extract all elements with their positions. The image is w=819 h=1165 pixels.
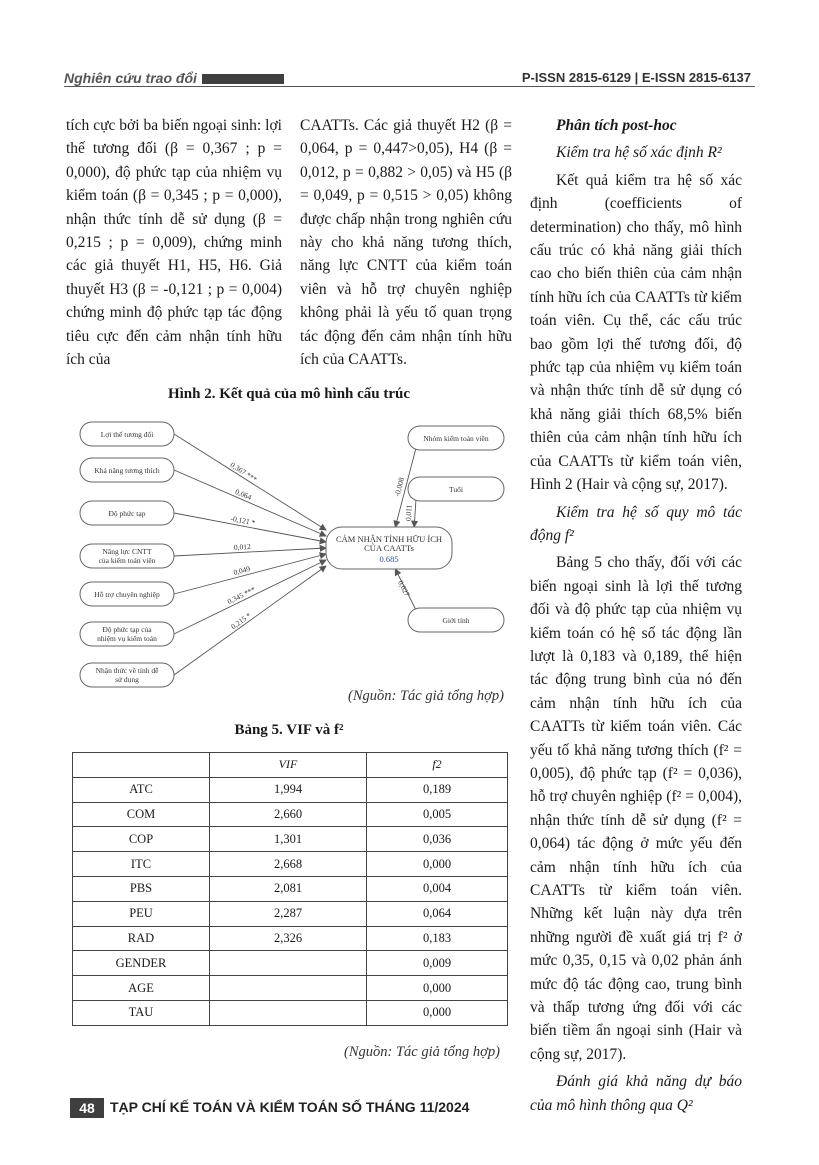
subheading-f2: Kiểm tra hệ số quy mô tác động f² [530,503,742,544]
node-label: của kiểm toán viên [98,556,156,565]
table-source: (Nguồn: Tác giả tổng hợp) [344,1044,500,1060]
table-cell: 0,005 [367,802,508,827]
node-label: Nhận thức về tính dễ [95,666,159,675]
node-label: Nhóm kiểm toán viên [423,434,489,443]
table-cell: AGE [73,976,210,1001]
path-coefficient: 0,064 [233,486,253,502]
section-heading: Phân tích post-hoc [556,117,677,134]
node-label: sử dụng [115,675,139,684]
table-cell: 0,189 [367,777,508,802]
left-node [80,622,174,646]
table-title: Bảng 5. VIF và f² [234,722,344,738]
table-cell: COP [73,827,210,852]
table-cell: RAD [73,926,210,951]
path-arrow [174,434,326,530]
paragraph: Kết quả kiểm tra hệ số xác định (coefficients of determination) cho thấy, mô hình cấu trúc có khả năng giải thích cao cho biến thiên của cảm nhận tính hữu ích của CAATTs từ kiểm toán viên. Cụ thể, các cấu trúc bao gồm lợi thế tương đối, độ phức tạp của nhiệm vụ kiểm toán và nhận thức tính dễ sử dụng có khả năng giải thích 68,5% biến thiên của cảm nhận tính hữu ích của CAATTs từ kiểm toán viên, Hình 2 (Hair và cộng sự, 2017). [530,171,742,494]
issn-label: P-ISSN 2815-6129 | E-ISSN 2815-6137 [521,70,751,85]
table-cell: 0,004 [367,876,508,901]
r2-value: 0.685 [379,554,399,564]
table-cell: ATC [73,777,210,802]
table-row [73,951,508,976]
center-label: CỦA CAATTs [364,543,414,553]
path-coefficient: 0,367 *** [228,460,259,484]
control-arrow [414,499,416,527]
table-cell [210,1000,367,1025]
path-coefficient: 0,345 *** [225,584,257,607]
path-arrow [174,566,326,675]
subheading-q2: Đánh giá khả năng dự báo của mô hình thông qua Q² [530,1073,742,1114]
left-node [80,544,174,568]
table-cell: PEU [73,901,210,926]
path-coefficient: 0,012 [233,541,251,552]
control-node [408,426,504,450]
node-label: Giới tính [442,616,470,625]
table-cell: GENDER [73,951,210,976]
figure-source: (Nguồn: Tác giả tổng hợp) [348,688,504,704]
table-row [73,852,508,877]
header-cell: f2 [367,753,508,778]
left-node [80,458,174,482]
path-coefficient: 0,011 [403,504,414,522]
table-row [73,901,508,926]
figure-title: Hình 2. Kết quả của mô hình cấu trúc [167,386,411,402]
table-cell: 2,081 [210,876,367,901]
header-rule [64,86,755,87]
table-cell: ITC [73,852,210,877]
node-label: Lợi thế tương đối [100,430,154,439]
table-cell: 2,326 [210,926,367,951]
paragraph: tích cực bởi ba biến ngoại sinh: lợi thế tương đối (β = 0,367 ; p = 0,000), độ phức tạp của nhiệm vụ kiểm toán (β = 0,345 ; p = 0,000), nhận thức tính dễ sử dụng (β = 0,215 ; p = 0,009), chứng minh các giả thuyết H1, H5, H6. Giả thuyết H3 (β = -0,121 ; p = 0,004) chứng minh độ phức tạp tác động tiêu cực đến cảm nhận tính hữu ích của [66,117,282,369]
table-cell: 0,000 [367,852,508,877]
path-coefficient: 0,049 [232,564,252,578]
node-label: Độ phức tạp của [102,625,152,634]
node-label: Hỗ trợ chuyên nghiệp [94,590,160,599]
table-row [73,827,508,852]
table-cell: 2,660 [210,802,367,827]
header-bar [202,74,284,84]
node-label: Khả năng tương thích [94,466,160,475]
table-cell: 0,000 [367,976,508,1001]
table-cell: TAU [73,1000,210,1025]
path-coefficient: -0,121 * [229,513,256,528]
column-3 [530,114,742,1121]
table-cell: 1,301 [210,827,367,852]
center-label: CẢM NHẬN TÍNH HỮU ÍCH [335,534,443,544]
control-node [408,477,504,501]
left-node [80,422,174,446]
table-cell: PBS [73,876,210,901]
header-cell [73,753,210,778]
table-row [73,876,508,901]
table-header-row [73,753,508,778]
table-cell: 1,994 [210,777,367,802]
table-cell: 0,064 [367,901,508,926]
table-cell: 0,009 [367,951,508,976]
left-node [80,582,174,606]
table-cell [210,976,367,1001]
left-node [80,501,174,525]
table-row [73,802,508,827]
vif-table [72,752,508,1026]
table-cell: 0,183 [367,926,508,951]
table-row [73,777,508,802]
table-cell: 0,000 [367,1000,508,1025]
subheading-r2: Kiểm tra hệ số xác định R² [556,144,722,162]
path-coefficient: 0,027 [396,578,412,598]
path-coefficient: 0,215 * [229,610,253,632]
table-cell: 2,287 [210,901,367,926]
node-label: Năng lực CNTT [102,547,152,556]
table-cell [210,951,367,976]
paragraph: CAATTs. Các giả thuyết H2 (β = 0,064, p = 0,447>0,05), H4 (β = 0,012, p = 0,882 > 0,05) và H5 (β = 0,049, p = 0,515 > 0,05) không được chấp nhận trong nghiên cứu này cho khả năng tương thích, năng lực CNTT của kiểm toán viên và hỗ trợ chuyên nghiệp không phải là yếu tố quan trọng tác động đến cảm nhận tính hữu ích của CAATTs. [300,117,512,369]
path-coefficient: -0,008 [392,476,407,498]
header-cell: VIF [210,753,367,778]
center-node [326,527,452,569]
table-cell: 0,036 [367,827,508,852]
journal-title: TẠP CHÍ KẾ TOÁN VÀ KIỂM TOÁN SỐ THÁNG 11/2024 [110,1099,470,1115]
table-row [73,926,508,951]
column-2 [300,114,512,371]
table-row [73,976,508,1001]
paragraph: Bảng 5 cho thấy, đối với các biến ngoại sinh là lợi thế tương đối và độ phức tạp của nhiệm vụ kiểm toán có hệ số tác động lần lượt là 0,183 và 0,189, thể hiện tác động trung bình của nó đến cảm nhận tính hữu ích của CAATTs từ kiểm toán viên. Các yếu tố khả năng tương thích (f² = 0,005), độ phức tạp (f² = 0,036), hỗ trợ chuyên nghiệp (f² = 0,004), nhận thức tính dễ sử dụng (f² = 0,064) tác động ở mức yếu đến cảm nhận tính hữu ích của CAATTs từ kiểm toán viên. Những kết luận này dựa trên những người đề xuất giá trị f² ở mức 0,35, 0,15 và 0,02 phản ánh mức độ tác động cao, trung bình và thấp tương ứng đối với các biến tiềm ẩn ngoại sinh (Hair và cộng sự, 2017). [530,554,742,1063]
node-label: Tuổi [449,485,463,494]
left-node [80,663,174,687]
table-cell: 2,668 [210,852,367,877]
column-1 [66,114,282,371]
table-cell: COM [73,802,210,827]
node-label: Độ phức tạp [108,509,146,518]
table-row [73,1000,508,1025]
structural-model-diagram [66,412,512,690]
control-node [408,608,504,632]
node-label: nhiệm vụ kiểm toán [97,634,157,643]
section-label: Nghiên cứu trao đổi [64,70,197,86]
page-number: 48 [70,1098,104,1118]
